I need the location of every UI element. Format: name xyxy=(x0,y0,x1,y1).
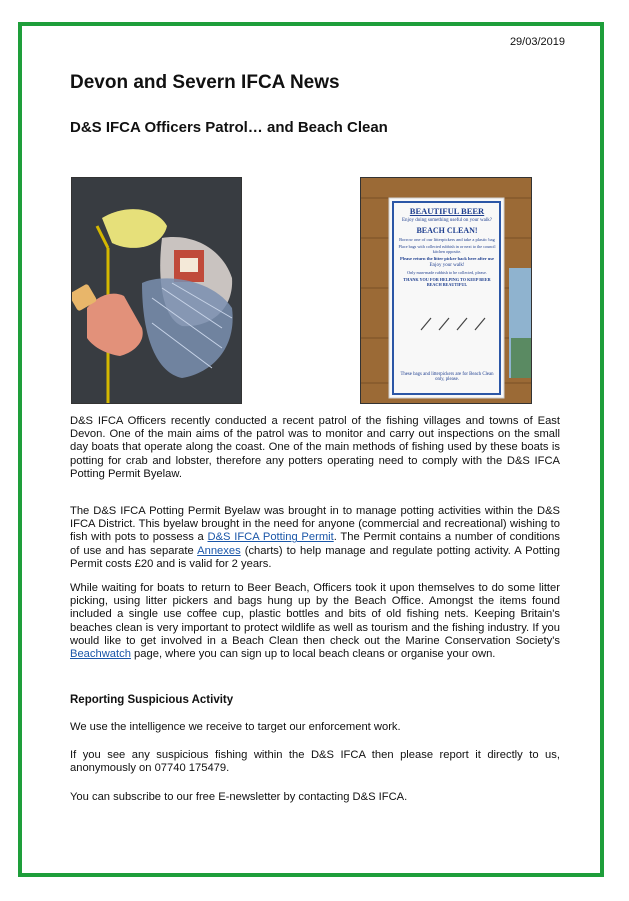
page-title: Devon and Severn IFCA News xyxy=(70,72,340,93)
article-title: D&S IFCA Officers Patrol… and Beach Clean xyxy=(70,119,388,136)
sign-line-1: Enjoy doing something useful on your walk? xyxy=(402,218,492,223)
sign-heading: BEAUTIFUL BEER xyxy=(409,206,485,216)
potting-text-b: . The Permit contains a number of conditions of use and has separate xyxy=(70,531,560,557)
annexes-link[interactable]: Annexes xyxy=(197,544,241,557)
sign-line-7: Only man-made rubbish to be collected, please. xyxy=(407,270,487,275)
potting-permit-link[interactable]: D&S IFCA Potting Permit xyxy=(207,531,334,544)
paragraph-report-contact: If you see any suspicious fishing within the D&S IFCA then please report it directly to us, anonymously on 07740 175479. xyxy=(70,749,560,775)
paragraph-patrol: D&S IFCA Officers recently conducted a recent patrol of the fishing villages and towns of East Devon. One of the main aims of the patrol was to monitor and carry out inspections on the small day boats that operate along the coast. One of the main methods of fishing used by these boats is potting for crab and lobster, therefore any potters operating need to comply with the D&S IFCA Potting Permit Byelaw. xyxy=(70,415,560,480)
beachwatch-link[interactable]: Beachwatch xyxy=(70,648,131,661)
sign-line-5: Please return the litter picker back here after use xyxy=(399,256,495,261)
paragraph-beach-clean xyxy=(70,582,560,661)
paragraph-newsletter: You can subscribe to our free E-newsletter by contacting D&S IFCA. xyxy=(70,791,408,803)
publish-date: 29/03/2019 xyxy=(509,36,565,48)
beach-clean-text-a: While waiting for boats to return to Beer Beach, Officers took it upon themselves to do some litter picking, using litter pickers and bags hung up by the Beach Office. Amongst the items found included a single use coffee cup, plastic bottles and bits of old fishing nets. Keeping Britain's beaches clean is very important to protect wildlife as well as tourism and the fishing industry. If you would like to get involved in a Beach Clean then check out the Marine Conservation Society's xyxy=(70,582,560,647)
sign-line-2: BEACH CLEAN! xyxy=(416,226,478,235)
sign-line-6: Enjoy your walk! xyxy=(429,263,465,268)
potting-text-c: (charts) to help manage and regulate potting activity. A Potting Permit costs £20 and is valid for 2 years. xyxy=(70,544,560,570)
beach-clean-text-b: page, where you can sign up to local beach cleans or organise your own. xyxy=(130,648,496,661)
sign-line-4: Place bags with collected rubbish in or next to the council kitchen opposite. xyxy=(398,244,496,254)
sign-footer: These bags and litterpickers are for Beach Clean only, please. xyxy=(400,372,494,382)
litter-photo xyxy=(71,177,242,404)
sign-line-8: THANK YOU FOR HELPING TO KEEP BEER BEACH BEAUTIFUL xyxy=(403,277,491,287)
sign-line-3: Borrow one of our litterpickers and take a plastic bag xyxy=(399,237,495,242)
paragraph-intelligence: We use the intelligence we receive to target our enforcement work. xyxy=(70,721,401,733)
potting-text-a: The D&S IFCA Potting Permit Byelaw was brought in to manage potting activities within the D&S IFCA District. This byelaw brought in the need for anyone (commercial and recreational) wishing to fish with pots to possess a xyxy=(70,505,560,544)
beach-clean-sign-photo xyxy=(360,177,532,404)
litter-photo-illustration xyxy=(72,178,242,404)
sign-content xyxy=(397,206,497,287)
paragraph-potting-permit xyxy=(70,505,560,571)
reporting-heading: Reporting Suspicious Activity xyxy=(70,694,234,706)
